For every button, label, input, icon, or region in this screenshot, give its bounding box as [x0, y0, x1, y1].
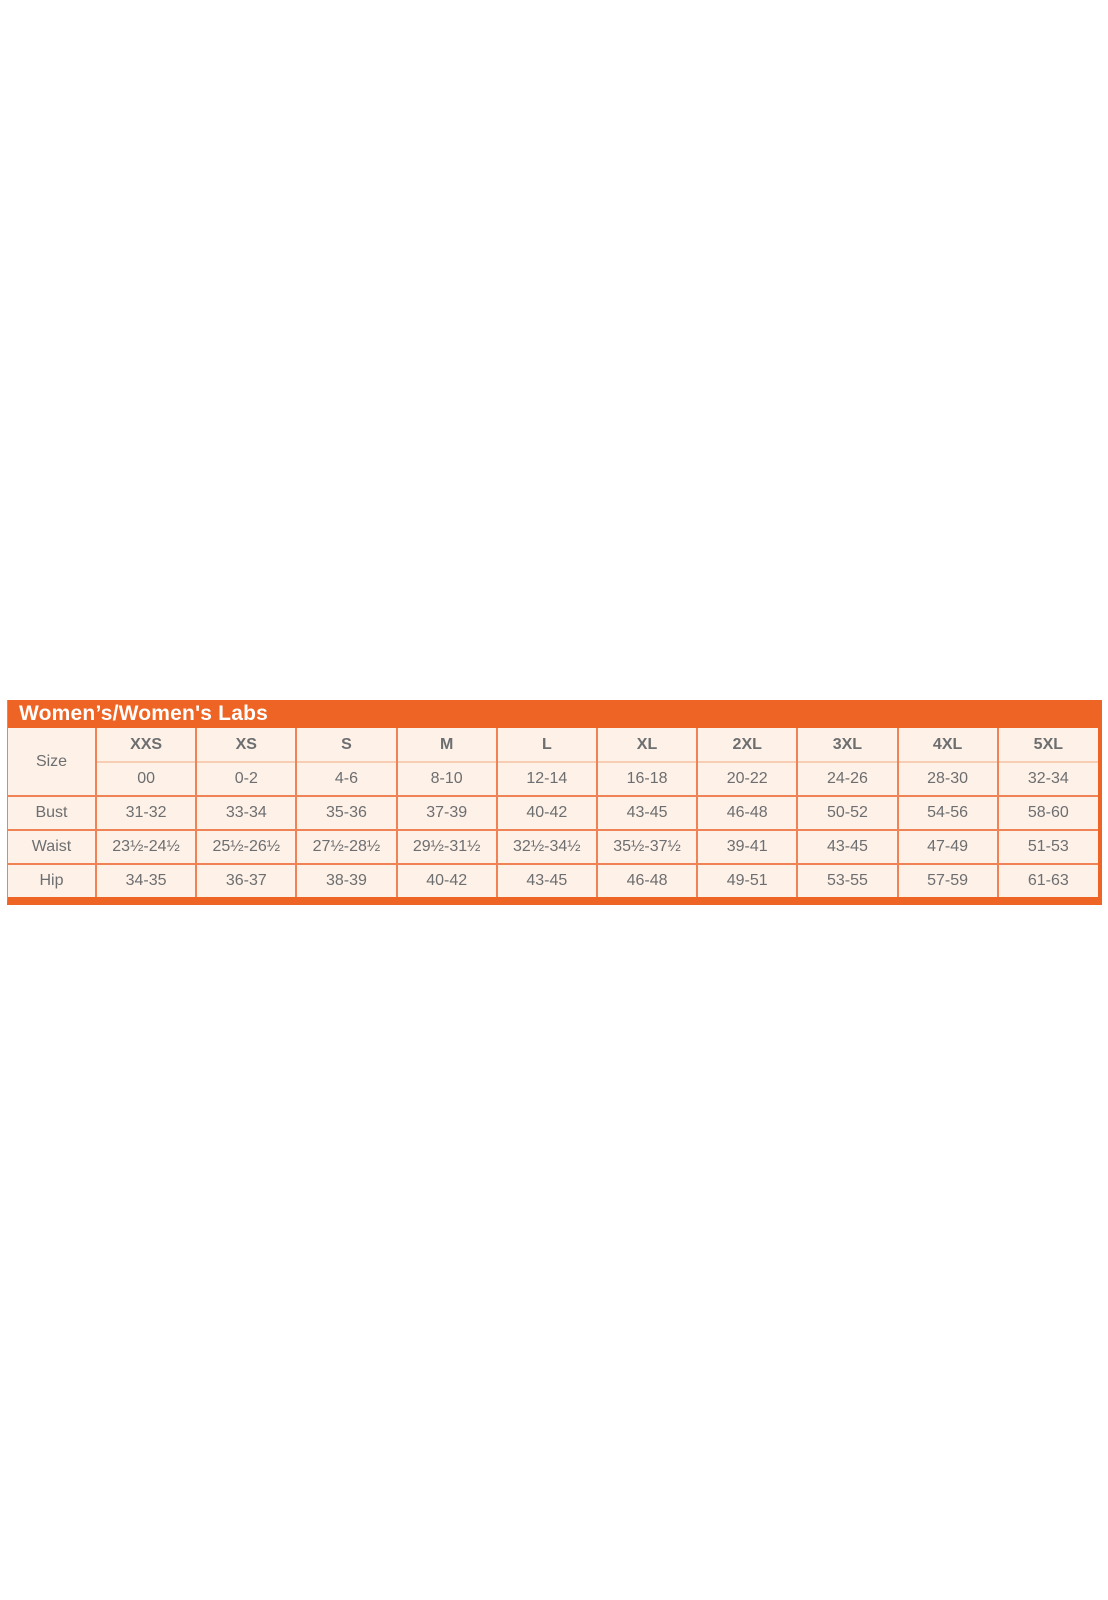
- measurement-cell: 43-45: [797, 830, 897, 864]
- numeric-size-cell: 00: [96, 762, 196, 796]
- measurement-cell: 47-49: [898, 830, 998, 864]
- row-label-bust: Bust: [8, 796, 96, 830]
- measurement-cell: 35½-37½: [597, 830, 697, 864]
- measurement-cell: 46-48: [597, 864, 697, 897]
- measurement-cell: 23½-24½: [96, 830, 196, 864]
- size-header-cell: S: [296, 728, 396, 762]
- measurement-cell: 36-37: [196, 864, 296, 897]
- size-chart: [7, 700, 1102, 905]
- numeric-size-cell: 0-2: [196, 762, 296, 796]
- hip-row: [8, 864, 1098, 897]
- numeric-size-cell: 16-18: [597, 762, 697, 796]
- measurement-cell: 54-56: [898, 796, 998, 830]
- size-header-cell: 2XL: [697, 728, 797, 762]
- size-table: [8, 728, 1098, 897]
- measurement-cell: 43-45: [497, 864, 597, 897]
- measurement-cell: 43-45: [597, 796, 697, 830]
- measurement-cell: 38-39: [296, 864, 396, 897]
- size-header-cell: 5XL: [998, 728, 1098, 762]
- measurement-cell: 57-59: [898, 864, 998, 897]
- measurement-cell: 40-42: [397, 864, 497, 897]
- size-header-cell: 4XL: [898, 728, 998, 762]
- measurement-cell: 58-60: [998, 796, 1098, 830]
- measurement-cell: 49-51: [697, 864, 797, 897]
- size-header-cell: M: [397, 728, 497, 762]
- numeric-size-cell: 20-22: [697, 762, 797, 796]
- measurement-cell: 50-52: [797, 796, 897, 830]
- row-label-hip: Hip: [8, 864, 96, 897]
- numeric-size-cell: 8-10: [397, 762, 497, 796]
- measurement-cell: 39-41: [697, 830, 797, 864]
- chart-title-bar: [8, 700, 1098, 728]
- size-header-cell: 3XL: [797, 728, 897, 762]
- numeric-size-cell: 28-30: [898, 762, 998, 796]
- measurement-cell: 35-36: [296, 796, 396, 830]
- numeric-size-cell: 4-6: [296, 762, 396, 796]
- measurement-cell: 29½-31½: [397, 830, 497, 864]
- measurement-cell: 53-55: [797, 864, 897, 897]
- size-header-cell: XS: [196, 728, 296, 762]
- size-header-cell: L: [497, 728, 597, 762]
- numeric-size-cell: 24-26: [797, 762, 897, 796]
- numeric-size-cell: 32-34: [998, 762, 1098, 796]
- measurement-cell: 37-39: [397, 796, 497, 830]
- chart-title: Women’s/Women's Labs: [19, 702, 268, 725]
- measurement-cell: 40-42: [497, 796, 597, 830]
- bust-row: [8, 796, 1098, 830]
- size-header-cell: XL: [597, 728, 697, 762]
- numeric-size-cell: 12-14: [497, 762, 597, 796]
- numeric-size-row: [8, 762, 1098, 796]
- measurement-cell: 32½-34½: [497, 830, 597, 864]
- measurement-cell: 27½-28½: [296, 830, 396, 864]
- measurement-cell: 33-34: [196, 796, 296, 830]
- measurement-cell: 46-48: [697, 796, 797, 830]
- waist-row: [8, 830, 1098, 864]
- row-label-waist: Waist: [8, 830, 96, 864]
- measurement-cell: 31-32: [96, 796, 196, 830]
- size-header-cell: XXS: [96, 728, 196, 762]
- measurement-cell: 34-35: [96, 864, 196, 897]
- measurement-cell: 61-63: [998, 864, 1098, 897]
- measurement-cell: 51-53: [998, 830, 1098, 864]
- size-header-row: [8, 728, 1098, 762]
- size-label-cell: Size: [8, 728, 96, 796]
- measurement-cell: 25½-26½: [196, 830, 296, 864]
